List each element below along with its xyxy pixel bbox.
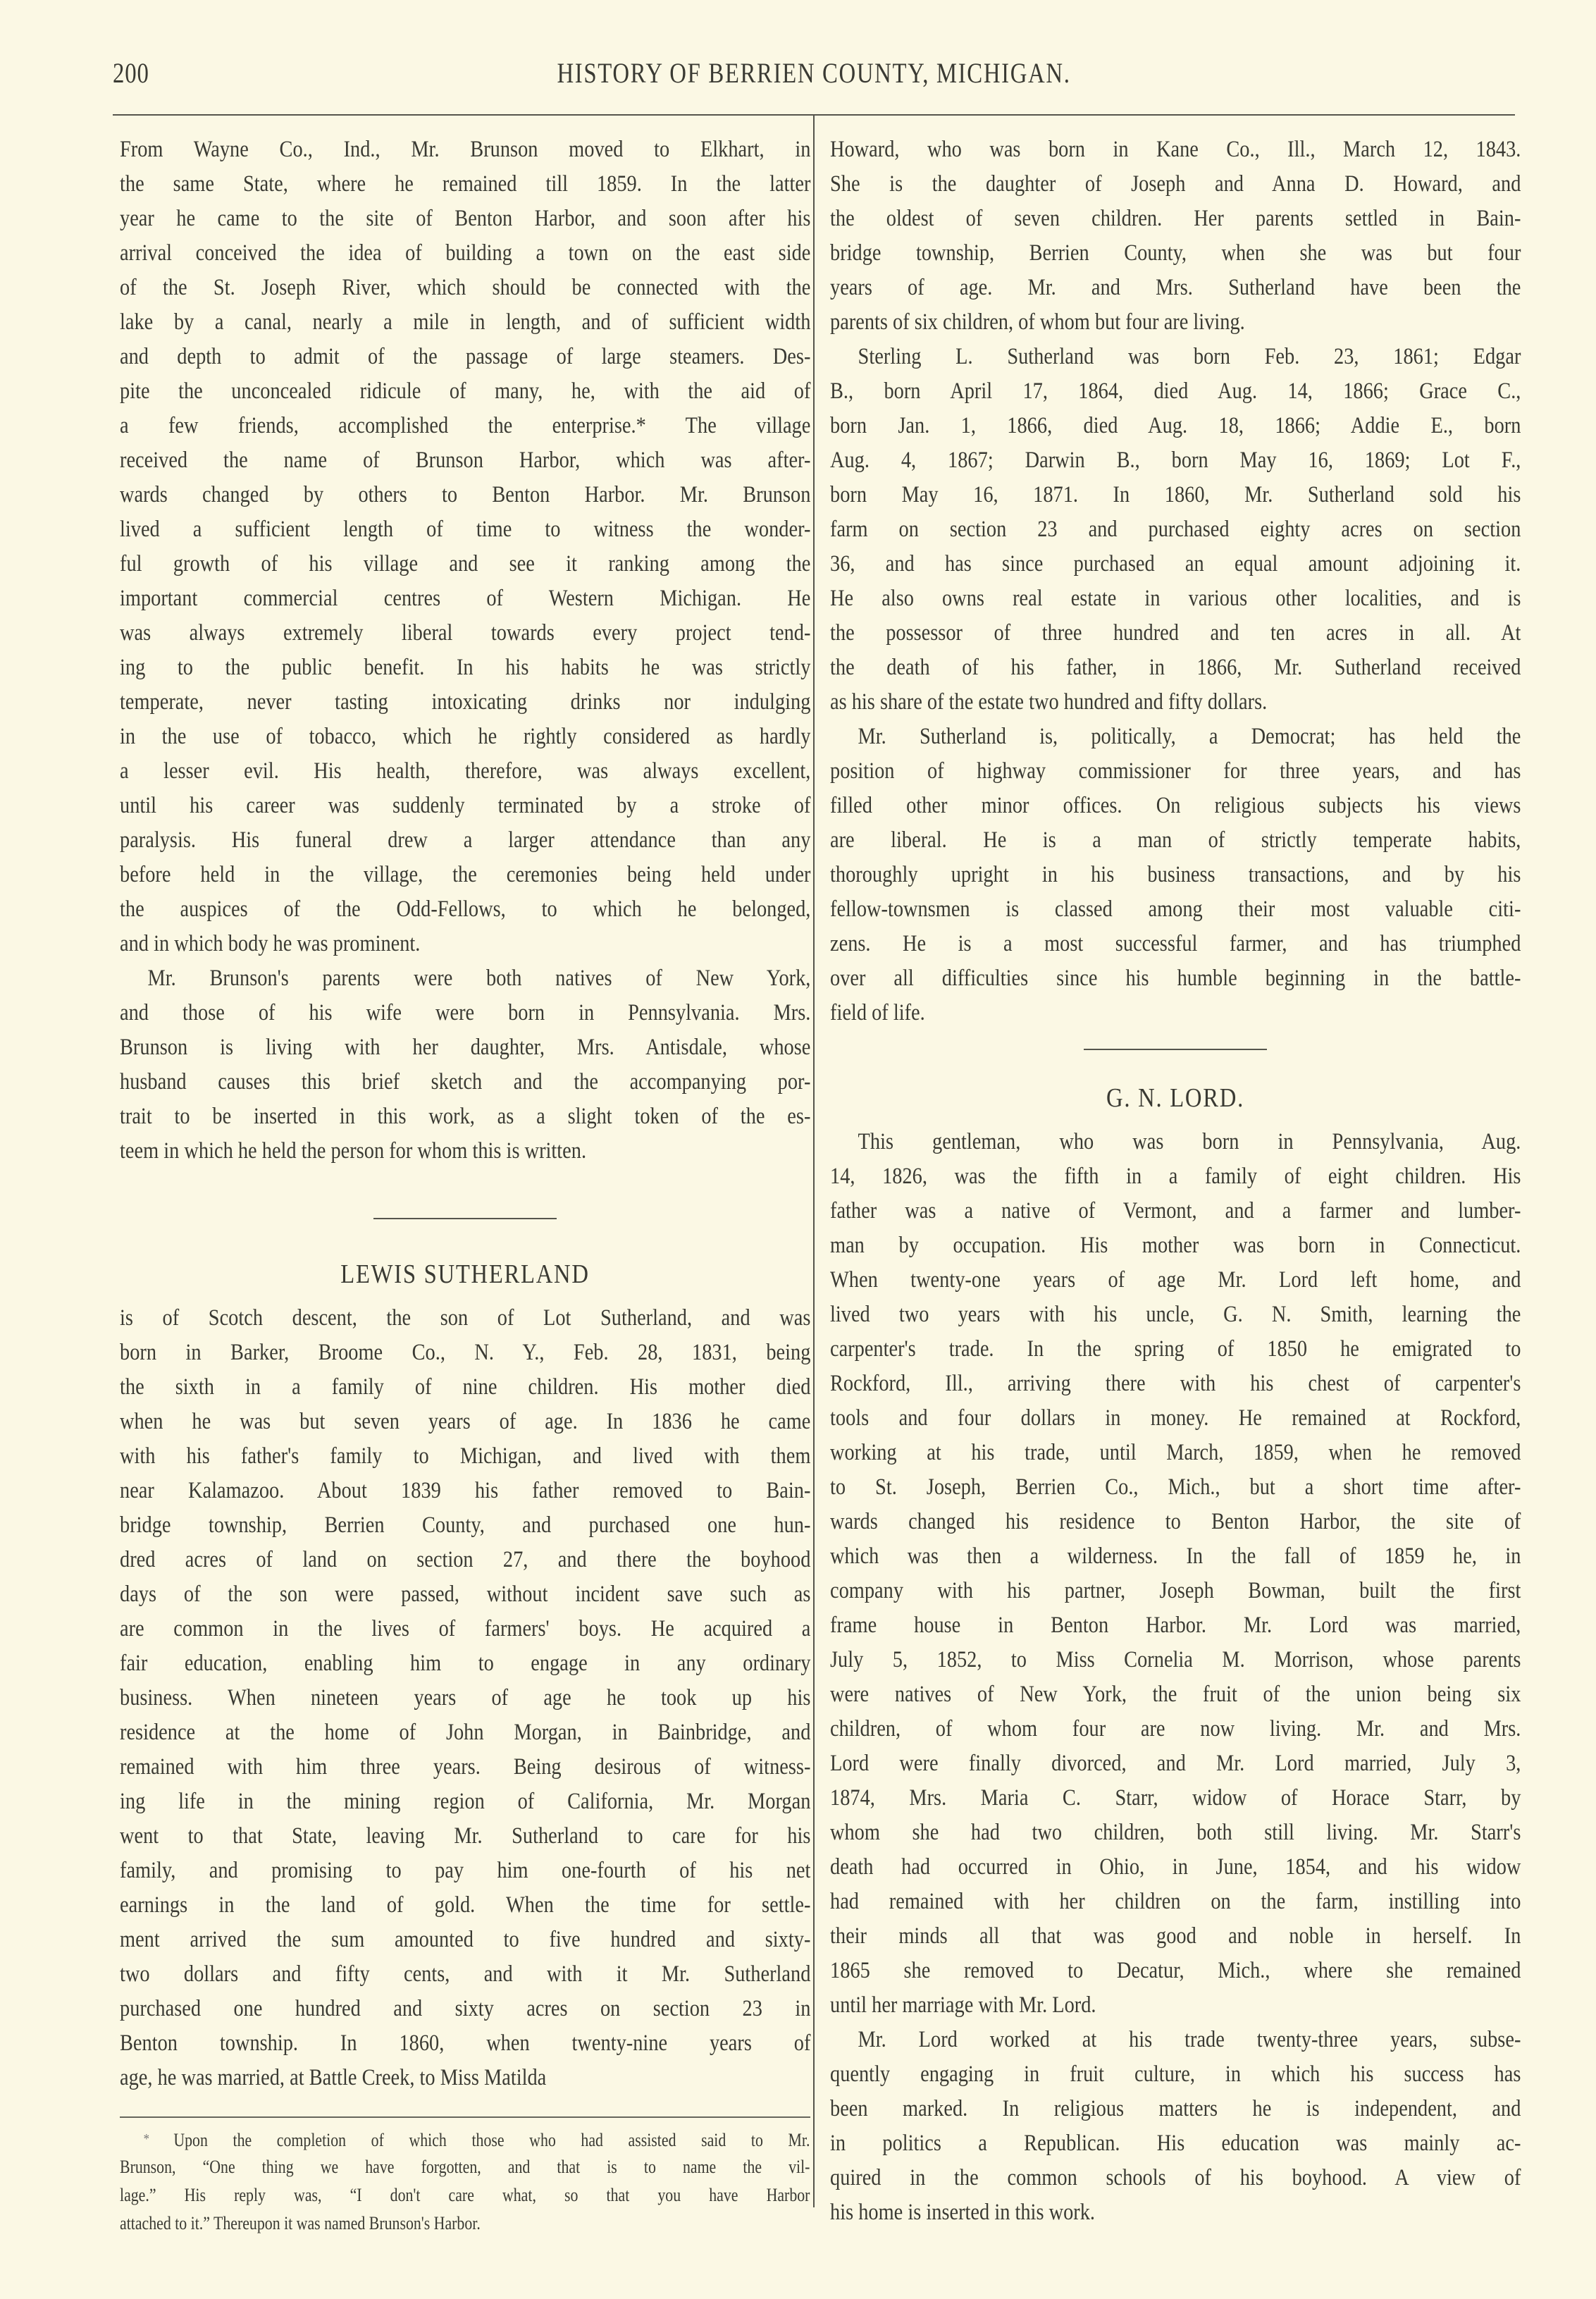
- text-line: received the name of Brunson Harbor, which was after-: [120, 448, 811, 473]
- text-line: the possessor of three hundred and ten acres in all. At: [830, 620, 1521, 646]
- text-line: Sterling L. Sutherland was born Feb. 23, 1861; Edgar: [858, 344, 1521, 369]
- text-line: wards changed his residence to Benton Harbor, the site of: [830, 1509, 1521, 1534]
- text-line: which was then a wilderness. In the fall of 1859 he, in: [830, 1543, 1521, 1569]
- footnote-line: attached to it.” Thereupon it was named Brunson's Harbor.: [120, 2213, 481, 2233]
- text-line: been marked. In religious matters he is independent, and: [830, 2096, 1521, 2121]
- footnote-line: Brunson, “One thing we have forgotten, and that is to name the vil-: [120, 2157, 810, 2177]
- text-line: children, of whom four are now living. Mr. and Mrs.: [830, 1716, 1521, 1742]
- paragraph: [120, 132, 810, 961]
- text-line: paralysis. His funeral drew a larger attendance than any: [120, 827, 811, 853]
- text-line: ing to the public benefit. In his habits he was strictly: [120, 655, 811, 680]
- text-line: are liberal. He is a man of strictly temperate habits,: [830, 827, 1521, 853]
- text-line: When twenty-one years of age Mr. Lord left home, and: [830, 1267, 1521, 1293]
- text-line: is of Scotch descent, the son of Lot Sutherland, and was: [120, 1305, 811, 1331]
- text-line: 1865 she removed to Decatur, Mich., where she remained: [830, 1958, 1521, 1983]
- text-line: lived a sufficient length of time to witness the wonder-: [120, 517, 811, 542]
- page-number: 200: [113, 57, 149, 89]
- text-line: quently engaging in fruit culture, in which his success has: [830, 2061, 1521, 2087]
- text-line: whom she had two children, both still living. Mr. Starr's: [830, 1820, 1521, 1845]
- section-rule: [1084, 1049, 1267, 1050]
- text-line: in politics a Republican. His education was mainly ac-: [830, 2131, 1521, 2156]
- text-line: with his father's family to Michigan, and lived with them: [120, 1443, 811, 1469]
- text-line: frame house in Benton Harbor. Mr. Lord was married,: [830, 1613, 1521, 1638]
- text-line: ing life in the mining region of California, Mr. Morgan: [120, 1789, 811, 1814]
- text-line: the same State, where he remained till 1859. In the latter: [120, 171, 811, 197]
- text-line: their minds all that was good and noble in herself. In: [830, 1923, 1521, 1949]
- text-line: lived two years with his uncle, G. N. Smith, learning the: [830, 1302, 1521, 1327]
- text-line: family, and promising to pay him one-fourth of his net: [120, 1858, 811, 1883]
- text-line: purchased one hundred and sixty acres on section 23 in: [120, 1996, 811, 2021]
- paragraph: [120, 961, 810, 1169]
- text-line: year he came to the site of Benton Harbor, and soon after his: [120, 206, 811, 231]
- text-line: was always extremely liberal towards every project tend-: [120, 620, 811, 646]
- footnote-marker: *: [143, 2131, 174, 2147]
- text-line: pite the unconcealed ridicule of many, he, with the aid of: [120, 378, 811, 404]
- text-line: remained with him three years. Being desirous of witness-: [120, 1754, 811, 1780]
- text-line: his home is inserted in this work.: [830, 2200, 1096, 2225]
- text-line: B., born April 17, 1864, died Aug. 14, 1866; Grace C.,: [830, 378, 1521, 404]
- text-line: are common in the lives of farmers' boys. He acquired a: [120, 1616, 811, 1641]
- text-line: and those of his wife were born in Pennsylvania. Mrs.: [120, 1000, 811, 1025]
- text-line: born in Barker, Broome Co., N. Y., Feb. 28, 1831, being: [120, 1340, 811, 1365]
- text-line: arrival conceived the idea of building a town on the east side: [120, 240, 811, 266]
- text-line: Lord were finally divorced, and Mr. Lord married, July 3,: [830, 1751, 1521, 1776]
- running-title: HISTORY OF BERRIEN COUNTY, MICHIGAN.: [557, 57, 1071, 89]
- text-line: two dollars and fifty cents, and with it Mr. Sutherland: [120, 1961, 811, 1987]
- text-line: July 5, 1852, to Miss Cornelia M. Morrison, whose parents: [830, 1647, 1521, 1672]
- text-line: Mr. Brunson's parents were both natives of New York,: [147, 966, 811, 991]
- text-line: 36, and has since purchased an equal amount adjoining it.: [830, 551, 1521, 577]
- brunson-continued-section: [120, 132, 810, 1169]
- text-line: to St. Joseph, Berrien Co., Mich., but a short time after-: [830, 1474, 1521, 1500]
- text-line: He also owns real estate in various other localities, and is: [830, 586, 1521, 611]
- text-line: went to that State, leaving Mr. Sutherland to care for his: [120, 1823, 811, 1849]
- text-line: bridge township, Berrien County, when she was but four: [830, 240, 1521, 266]
- text-line: until her marriage with Mr. Lord.: [830, 1992, 1096, 2018]
- text-line: working at his trade, until March, 1859, when he removed: [830, 1440, 1521, 1465]
- text-line: trait to be inserted in this work, as a slight token of the es-: [120, 1104, 811, 1129]
- text-line: the sixth in a family of nine children. His mother died: [120, 1374, 811, 1400]
- text-line: Aug. 4, 1867; Darwin B., born May 16, 1869; Lot F.,: [830, 448, 1521, 473]
- text-line: years of age. Mr. and Mrs. Sutherland have been the: [830, 275, 1521, 300]
- text-line: husband causes this brief sketch and the accompanying por-: [120, 1069, 811, 1095]
- sutherland-continued-section: [830, 132, 1521, 1030]
- text-line: 14, 1826, was the fifth in a family of eight children. His: [830, 1164, 1521, 1189]
- text-line: Rockford, Ill., arriving there with his chest of carpenter's: [830, 1371, 1521, 1396]
- lord-section: [830, 1125, 1521, 2230]
- text-line: in the use of tobacco, which he rightly considered as hardly: [120, 724, 811, 749]
- text-line: Brunson is living with her daughter, Mrs. Antisdale, whose: [120, 1035, 811, 1060]
- text-line: Mr. Lord worked at his trade twenty-three years, subse-: [858, 2027, 1521, 2052]
- text-line: company with his partner, Joseph Bowman, built the first: [830, 1578, 1521, 1603]
- text-line: important commercial centres of Western Michigan. He: [120, 586, 811, 611]
- text-line: death had occurred in Ohio, in June, 1854, and his widow: [830, 1854, 1521, 1880]
- text-line: carpenter's trade. In the spring of 1850 he emigrated to: [830, 1336, 1521, 1362]
- footnote-line: lage.” His reply was, “I don't care what, so that you have Harbor: [120, 2185, 810, 2205]
- page-header: [113, 56, 1515, 99]
- text-line: man by occupation. His mother was born in Connecticut.: [830, 1233, 1521, 1258]
- text-line: tools and four dollars in money. He remained at Rockford,: [830, 1405, 1521, 1431]
- text-line: lake by a canal, nearly a mile in length, and of sufficient width: [120, 309, 811, 335]
- text-line: quired in the common schools of his boyhood. A view of: [830, 2165, 1521, 2190]
- text-line: thoroughly upright in his business transactions, and by his: [830, 862, 1521, 887]
- text-line: temperate, never tasting intoxicating drinks nor indulging: [120, 689, 811, 715]
- text-line: the oldest of seven children. Her parents settled in Bain-: [830, 206, 1521, 231]
- text-line: age, he was married, at Battle Creek, to Miss Matilda: [120, 2065, 547, 2090]
- text-line: as his share of the estate two hundred and fifty dollars.: [830, 689, 1268, 715]
- paragraph: [830, 2023, 1521, 2230]
- text-line: before held in the village, the ceremonies being held under: [120, 862, 811, 887]
- text-line: Howard, who was born in Kane Co., Ill., March 12, 1843.: [830, 137, 1521, 162]
- text-line: dred acres of land on section 27, and there the boyhood: [120, 1547, 811, 1572]
- text-line: From Wayne Co., Ind., Mr. Brunson moved to Elkhart, in: [120, 137, 811, 162]
- footnote-text: Upon the completion of which those who had assisted said to Mr.: [173, 2130, 810, 2150]
- paragraph: [830, 1125, 1521, 2023]
- paragraph: [120, 1301, 810, 2095]
- footnote-rule: [120, 2116, 810, 2118]
- text-line: over all difficulties since his humble beginning in the battle-: [830, 966, 1521, 991]
- footnote: [120, 2125, 810, 2238]
- left-column: [120, 132, 810, 2238]
- sutherland-section: [120, 1301, 810, 2095]
- text-line: the auspices of the Odd-Fellows, to which he belonged,: [120, 896, 811, 922]
- text-line: parents of six children, of whom but four are living.: [830, 309, 1245, 335]
- text-line: filled other minor offices. On religious subjects his views: [830, 793, 1521, 818]
- text-line: field of life.: [830, 1000, 925, 1025]
- text-line: position of highway commissioner for three years, and has: [830, 758, 1521, 784]
- text-line: fair education, enabling him to engage in any ordinary: [120, 1651, 811, 1676]
- text-line: fellow-townsmen is classed among their most valuable citi-: [830, 896, 1521, 922]
- text-line: father was a native of Vermont, and a farmer and lumber-: [830, 1198, 1521, 1224]
- text-line: born Jan. 1, 1866, died Aug. 18, 1866; Addie E., born: [830, 413, 1521, 438]
- text-line: when he was but seven years of age. In 1836 he came: [120, 1409, 811, 1434]
- text-line: teem in which he held the person for whom this is written.: [120, 1138, 587, 1164]
- section-heading-lord: G. N. LORD.: [1106, 1083, 1244, 1113]
- text-line: born May 16, 1871. In 1860, Mr. Sutherland sold his: [830, 482, 1521, 507]
- paragraph: [830, 340, 1521, 720]
- text-line: Mr. Sutherland is, politically, a Democrat; has held the: [858, 724, 1521, 749]
- text-line: This gentleman, who was born in Pennsylvania, Aug.: [858, 1129, 1521, 1154]
- text-line: and depth to admit of the passage of large steamers. Des-: [120, 344, 811, 369]
- text-line: had remained with her children on the farm, instilling into: [830, 1889, 1521, 1914]
- text-line: the death of his father, in 1866, Mr. Sutherland received: [830, 655, 1521, 680]
- text-line: farm on section 23 and purchased eighty acres on section: [830, 517, 1521, 542]
- text-line: ful growth of his village and see it ranking among the: [120, 551, 811, 577]
- text-line: and in which body he was prominent.: [120, 931, 421, 956]
- text-line: Benton township. In 1860, when twenty-nine years of: [120, 2030, 811, 2056]
- text-line: bridge township, Berrien County, and purchased one hun-: [120, 1512, 811, 1538]
- text-line: near Kalamazoo. About 1839 his father removed to Bain-: [120, 1478, 811, 1503]
- footnote-line: [120, 2125, 810, 2153]
- text-line: zens. He is a most successful farmer, and has triumphed: [830, 931, 1521, 956]
- right-column: [830, 132, 1521, 2230]
- section-rule: [373, 1218, 557, 1219]
- text-line: She is the daughter of Joseph and Anna D. Howard, and: [830, 171, 1521, 197]
- section-heading-sutherland: LEWIS SUTHERLAND: [340, 1259, 590, 1289]
- text-line: a few friends, accomplished the enterprise.* The village: [120, 413, 811, 438]
- text-line: earnings in the land of gold. When the time for settle-: [120, 1892, 811, 1918]
- text-line: days of the son were passed, without incident save such as: [120, 1582, 811, 1607]
- text-line: ment arrived the sum amounted to five hundred and sixty-: [120, 1927, 811, 1952]
- text-line: until his career was suddenly terminated by a stroke of: [120, 793, 811, 818]
- paragraph: [830, 132, 1521, 340]
- paragraph: [830, 720, 1521, 1030]
- text-line: business. When nineteen years of age he took up his: [120, 1685, 811, 1711]
- text-line: were natives of New York, the fruit of the union being six: [830, 1682, 1521, 1707]
- column-divider: [813, 116, 815, 2207]
- text-line: residence at the home of John Morgan, in Bainbridge, and: [120, 1720, 811, 1745]
- text-line: 1874, Mrs. Maria C. Starr, widow of Horace Starr, by: [830, 1785, 1521, 1811]
- text-line: wards changed by others to Benton Harbor. Mr. Brunson: [120, 482, 811, 507]
- text-line: a lesser evil. His health, therefore, was always excellent,: [120, 758, 811, 784]
- text-line: of the St. Joseph River, which should be connected with the: [120, 275, 811, 300]
